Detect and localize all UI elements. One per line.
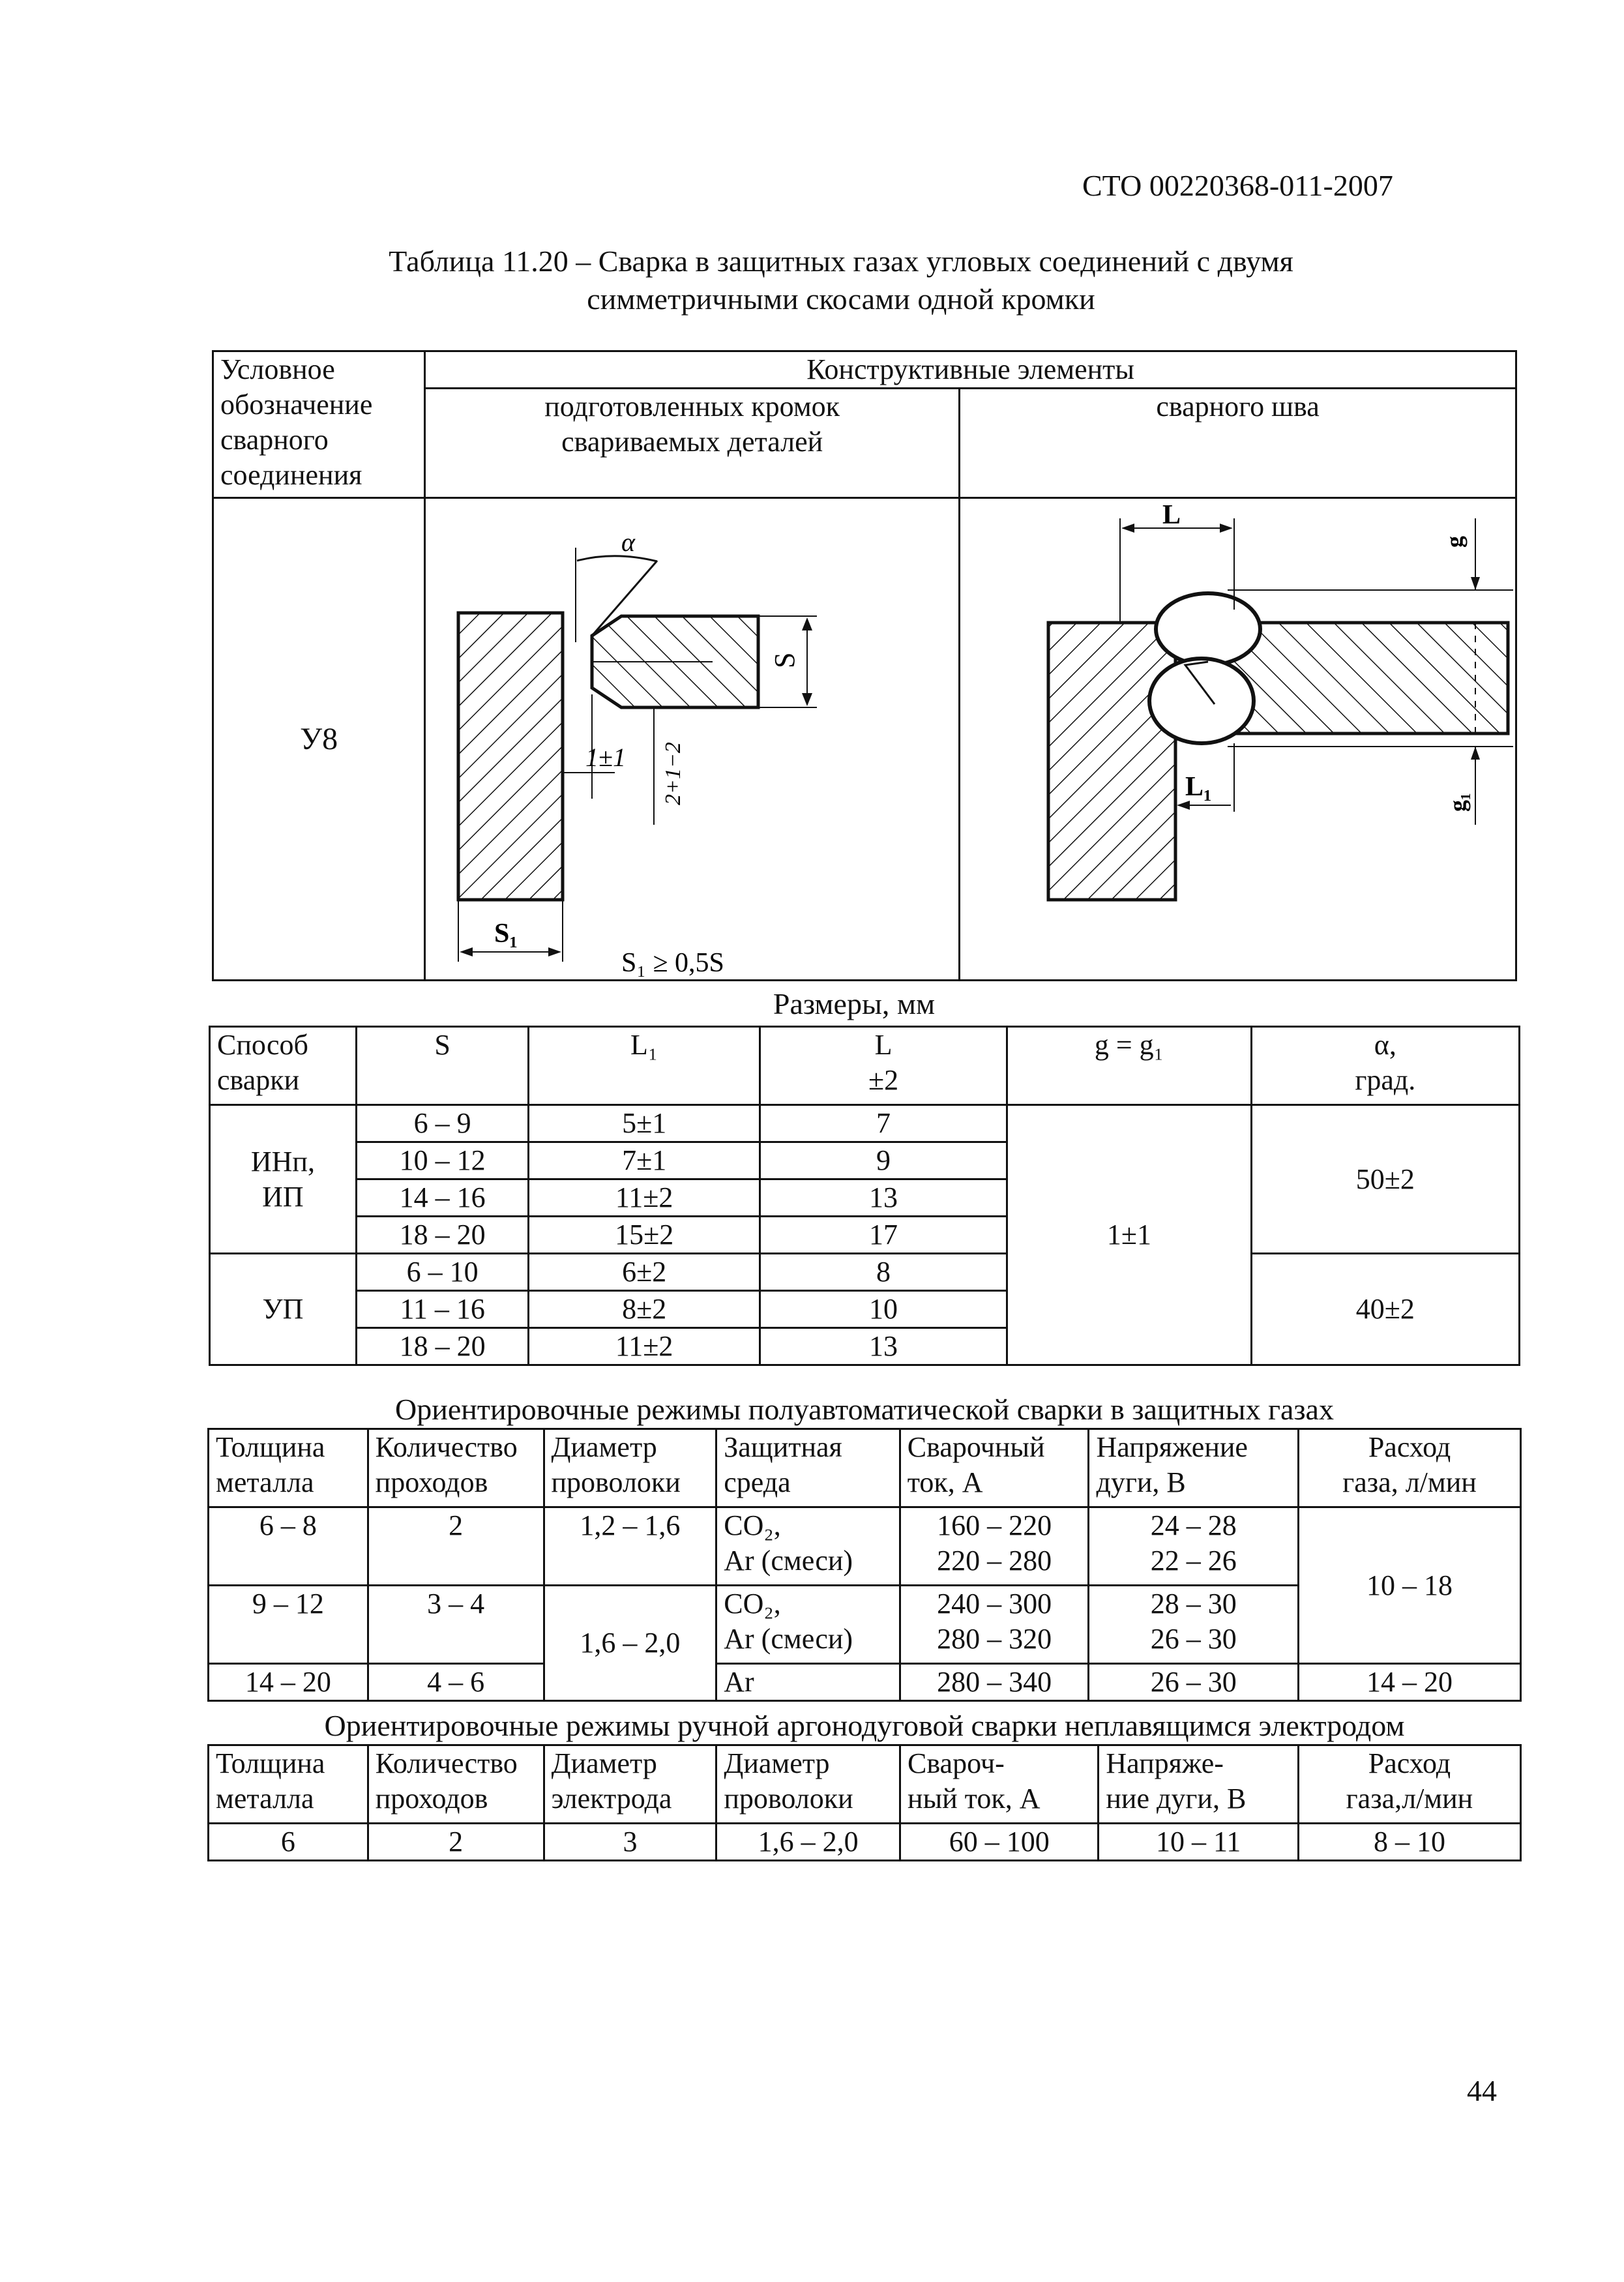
table-row xyxy=(209,1507,1521,1586)
weld-figure xyxy=(960,498,1516,981)
thickness-cell: 9 – 12 xyxy=(209,1586,368,1664)
table-row xyxy=(209,1664,1521,1701)
alpha-cell: 50±2 xyxy=(1251,1105,1519,1254)
l1-cell: 15±2 xyxy=(529,1217,760,1254)
thickness-header: Толщина металла xyxy=(209,1429,368,1507)
shielding-gas-header: Защитная среда xyxy=(716,1429,900,1507)
semi-auto-modes-title: Ориентировочные режимы полуавтоматической сварки в защитных газах xyxy=(395,1393,1334,1426)
s-header: S xyxy=(356,1027,529,1105)
s-cell: 10 – 12 xyxy=(356,1142,529,1179)
gas-flow-header: Расход газа,л/мин xyxy=(1298,1745,1520,1824)
l-cell: 13 xyxy=(760,1328,1007,1365)
thickness-cell: 6 – 8 xyxy=(209,1507,368,1586)
l-cell: 13 xyxy=(760,1179,1007,1217)
s-cell: 18 – 20 xyxy=(356,1328,529,1365)
l-cell: 17 xyxy=(760,1217,1007,1254)
l1-cell: 11±2 xyxy=(529,1179,760,1217)
page-number: 44 xyxy=(1467,2074,1497,2107)
alpha-cell: 40±2 xyxy=(1251,1254,1519,1365)
voltage-cell: 10 – 11 xyxy=(1099,1824,1299,1861)
l-cell: 10 xyxy=(760,1291,1007,1328)
joint-code: У8 xyxy=(213,498,425,981)
l1-cell: 7±1 xyxy=(529,1142,760,1179)
current-header: Свароч- ный ток, А xyxy=(900,1745,1099,1824)
document-code: СТО 00220368-011-2007 xyxy=(1082,169,1393,202)
wire-cell: 1,2 – 1,6 xyxy=(544,1507,716,1586)
l-label: L xyxy=(1162,500,1181,530)
gas-flow-header: Расход газа, л/мин xyxy=(1299,1429,1521,1507)
semi-auto-modes-table xyxy=(207,1428,1522,1702)
table-caption-line2: симметричными скосами одной кромки xyxy=(587,282,1095,316)
s-cell: 6 – 10 xyxy=(356,1254,529,1291)
gas-flow-cell: 10 – 18 xyxy=(1299,1507,1521,1664)
gas-cell: Ar xyxy=(716,1664,900,1701)
gas-flow-cell: 8 – 10 xyxy=(1298,1824,1520,1861)
argon-arc-modes-title: Ориентировочные режимы ручной аргонодуговой сварки неплавящимся электродом xyxy=(324,1709,1405,1742)
alpha-header: α, град. xyxy=(1251,1027,1519,1105)
l1-cell: 5±1 xyxy=(529,1105,760,1142)
voltage-cell: 24 – 28 22 – 26 xyxy=(1089,1507,1299,1586)
g1-label: g₁ xyxy=(1445,793,1471,812)
bevel-label: 2+1−2 xyxy=(661,742,686,805)
electrode-diameter-header: Диаметр электрода xyxy=(544,1745,716,1824)
method-cell: ИНп, ИП xyxy=(210,1105,357,1254)
prepared-edges-figure xyxy=(425,498,960,981)
table-caption-line1: Таблица 11.20 – Сварка в защитных газах угловых соединений с двумя xyxy=(389,244,1293,278)
s-cell: 11 – 16 xyxy=(356,1291,529,1328)
joint-code-header: Условное обозначение сварного соединения xyxy=(213,351,425,498)
voltage-cell: 26 – 30 xyxy=(1089,1664,1299,1701)
g-label: g xyxy=(1441,536,1468,548)
passes-cell: 2 xyxy=(368,1824,544,1861)
table-row xyxy=(209,1824,1521,1861)
alpha-label: α xyxy=(621,527,636,557)
gas-cell: CO₂, Ar (смеси) xyxy=(716,1586,900,1664)
passes-cell: 3 – 4 xyxy=(368,1586,544,1664)
l-cell: 9 xyxy=(760,1142,1007,1179)
table-row xyxy=(210,1105,1520,1142)
current-cell: 280 – 340 xyxy=(900,1664,1089,1701)
wire-diameter-header: Диаметр проволоки xyxy=(544,1429,716,1507)
weld-header: сварного шва xyxy=(960,389,1516,498)
weld-seam-drawing xyxy=(960,499,1513,979)
method-cell: УП xyxy=(210,1254,357,1365)
method-header: Способ сварки xyxy=(210,1027,357,1105)
l-cell: 8 xyxy=(760,1254,1007,1291)
dimensions-title: Размеры, мм xyxy=(773,987,936,1020)
s-dimension-label: S xyxy=(769,652,801,668)
current-cell: 240 – 300 280 – 320 xyxy=(900,1586,1089,1664)
passes-header: Количество проходов xyxy=(368,1745,544,1824)
current-cell: 60 – 100 xyxy=(900,1824,1099,1861)
current-cell: 160 – 220 220 – 280 xyxy=(900,1507,1089,1586)
wire-diameter-header: Диаметр проволоки xyxy=(716,1745,900,1824)
l-header: L ±2 xyxy=(760,1027,1007,1105)
table-row xyxy=(210,1254,1520,1291)
g-value-cell: 1±1 xyxy=(1007,1105,1251,1365)
voltage-cell: 28 – 30 26 – 30 xyxy=(1089,1586,1299,1664)
voltage-header: Напряжение дуги, В xyxy=(1089,1429,1299,1507)
s-cell: 6 – 9 xyxy=(356,1105,529,1142)
argon-arc-modes-table xyxy=(207,1744,1522,1861)
structure-table xyxy=(212,350,1517,981)
g-header: g = g₁ xyxy=(1007,1027,1251,1105)
thickness-cell: 14 – 20 xyxy=(209,1664,368,1701)
l1-label: L₁ xyxy=(1185,772,1212,802)
current-header: Сварочный ток, А xyxy=(900,1429,1089,1507)
s1-label: S₁ xyxy=(494,919,518,949)
wire-cell: 1,6 – 2,0 xyxy=(544,1586,716,1701)
l1-cell: 11±2 xyxy=(529,1328,760,1365)
structural-elements-header: Конструктивные элементы xyxy=(425,351,1516,389)
thickness-header: Толщина металла xyxy=(209,1745,368,1824)
gas-flow-cell: 14 – 20 xyxy=(1299,1664,1521,1701)
s1-condition: S₁ ≥ 0,5S xyxy=(621,948,725,978)
l-cell: 7 xyxy=(760,1105,1007,1142)
gap-label: 1±1 xyxy=(585,743,627,772)
dimensions-table xyxy=(209,1026,1520,1366)
s-cell: 14 – 16 xyxy=(356,1179,529,1217)
passes-cell: 2 xyxy=(368,1507,544,1586)
gas-cell: CO₂, Ar (смеси) xyxy=(716,1507,900,1586)
thickness-cell: 6 xyxy=(209,1824,368,1861)
prepared-edges-header: подготовленных кромок свариваемых деталей xyxy=(425,389,960,498)
passes-cell: 4 – 6 xyxy=(368,1664,544,1701)
voltage-header: Напряже- ние дуги, В xyxy=(1099,1745,1299,1824)
wire-cell: 1,6 – 2,0 xyxy=(716,1824,900,1861)
edge-preparation-drawing xyxy=(426,499,956,979)
l1-cell: 6±2 xyxy=(529,1254,760,1291)
passes-header: Количество проходов xyxy=(368,1429,544,1507)
s-cell: 18 – 20 xyxy=(356,1217,529,1254)
l1-header: L₁ xyxy=(529,1027,760,1105)
electrode-cell: 3 xyxy=(544,1824,716,1861)
l1-cell: 8±2 xyxy=(529,1291,760,1328)
